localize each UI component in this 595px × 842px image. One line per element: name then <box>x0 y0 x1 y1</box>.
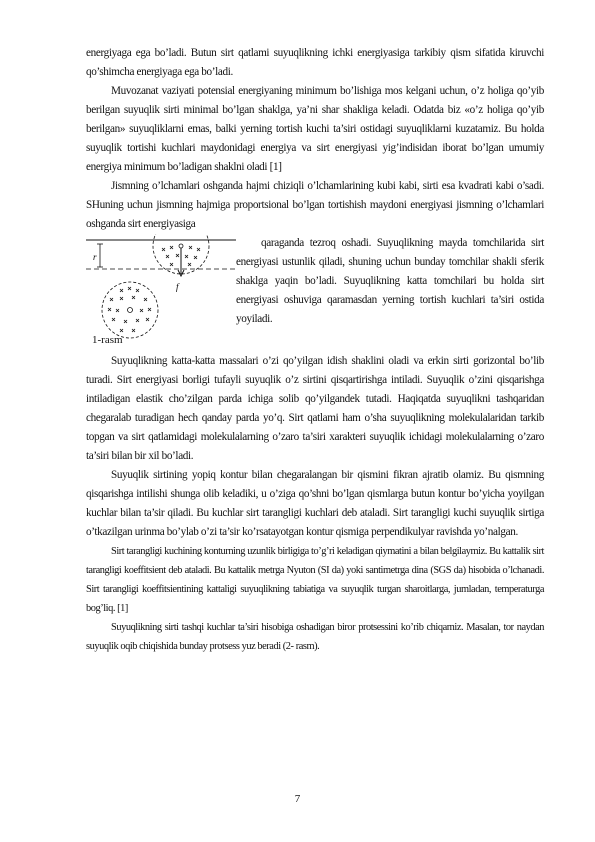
paragraph: Muvozanat vaziyati potensial energiyaning minimum bo’lishiga mos kelgani uchun, o’z holiga qo’yib berilgan suyuqlik sirti minimal bo’lgan shaklga, ya’ni shar shakliga keladi. Odatda biz «o’z holiga qo’yib berilgan» suyuqliklarni emas, balki yerning tortish kuchi ta’siri ostidagi suyuqliklarni kuzatamiz. Bu holda suyuqlik tortishi kuchlari maydonidagi energiya va sirt energiyasi yig’indisidan iborat bo’lgan umumiy energiya minimum bo’ladigan shaklni oladi [1] <box>86 85 544 173</box>
paragraphs-after <box>86 352 544 656</box>
paragraph: Suyuqlikning sirti tashqi kuchlar ta’siri hisobiga oshadigan biror protsessini ko’rib chiqamiz. Masalan, tor naydan suyuqlik oqib chiqishida bunday protsess yuz beradi (2- rasm). <box>86 622 544 652</box>
molecule-crosses <box>108 246 200 332</box>
paragraph: Suyuqlikning katta-katta massalari o’zi qo’yilgan idish shaklini oladi va erkin sirti gorizontal bo’lib turadi. Sirt energiyasi borligi tufayli suyuqlik o’z sirtini qisqartirishga intiladi. Suyuqlik o’zini qisqarishga intiladigan elastik cho’zilgan parda ichiga solib qo’yilgandek tutadi. Haqiqatda suyuqlikni tashqaridan chegaralab turadigan hech qanday parda yo’q. Sirt qatlami ham o’sha suyuqlikning molekulalaridan tarkib topgan va sirt qatlamidagi molekulalarning o’zaro ta’siri xarakteri suyuqlik ichidagi molekulalarning o’zaro ta’siri bilan bir xil bo’ladi. <box>86 355 544 462</box>
figure-1 <box>86 234 236 346</box>
paragraph: energiyaga ega bo’ladi. Butun sirt qatlami suyuqlikning ichki energiyasiga tarkibiy qism sifatida kiruvchi qo’shimcha energiyaga ega bo’ladi. <box>86 47 544 78</box>
figure-caption: 1-rasm <box>92 334 123 346</box>
page-number: 7 <box>294 793 301 805</box>
wrap-text-block <box>236 234 544 329</box>
paragraph: qaraganda tezroq oshadi. Suyuqlikning mayda tomchilarida sirt energiyasi ustunlik qiladi, shuning uchun bunday tomchilar shakli sferik shaklga yaqin bo’ladi. Suyuqlikning katta tomchilari bu holda sirt energiyasi oshuviga qaramasdan yerning tortish kuchlari ta’siri ostida yoyiladi. <box>236 237 544 325</box>
figure-row <box>86 234 544 352</box>
label-f: f <box>176 282 179 292</box>
paragraph: Sirt tarangligi kuchining konturning uzunlik birligiga to’g’ri keladigan qiymatini a bilan belgilaymiz. Bu kattalik sirt tarangligi koeffitsient deb ataladi. Bu kattalik metrga Nyuton (SI da) yoki santimetrga dina (SGS da) hisobida o’lchanadi. Sirt tarangligi koeffitsientining kattaligi suyuqlikning tabiatiga va suyuqlik turgan sharoitlarga, jumladan, temperaturga bog’liq. [1] <box>86 546 544 614</box>
paragraph: Jismning o’lchamlari oshganda hajmi chiziqli o’lchamlarining kubi kabi, sirti esa kvadrati kabi o’sadi. SHuning uchun jismning hajmiga proportsional bo’lgan tortishish maydoni energiyasi jismning o’lchamlari oshganda sirt energiyasiga <box>86 180 544 230</box>
document-page <box>86 44 544 656</box>
paragraph: Suyuqlik sirtining yopiq kontur bilan chegaralangan bir qismini fikran ajratib olamiz. Bu qismning qisqarishga intilishi shunga olib keladiki, u o’ziga qo’shni bo’lgan qismlarga butun kontur bo’yicha yoyilgan kuchlar bilan ta’sir qiladi. Bu kuchlar sirt tarangligi kuchlari deb ataladi. Sirt tarangligi kuchi suyuqlik sirtiga o’tkazilgan urinma bo’ylab o’zi ta’sir ko’rsatayotgan kontur qismiga perpendikulyar ravishda yo’nalgan. <box>86 469 544 538</box>
paragraphs-before <box>86 44 544 234</box>
label-r: r <box>93 252 97 262</box>
